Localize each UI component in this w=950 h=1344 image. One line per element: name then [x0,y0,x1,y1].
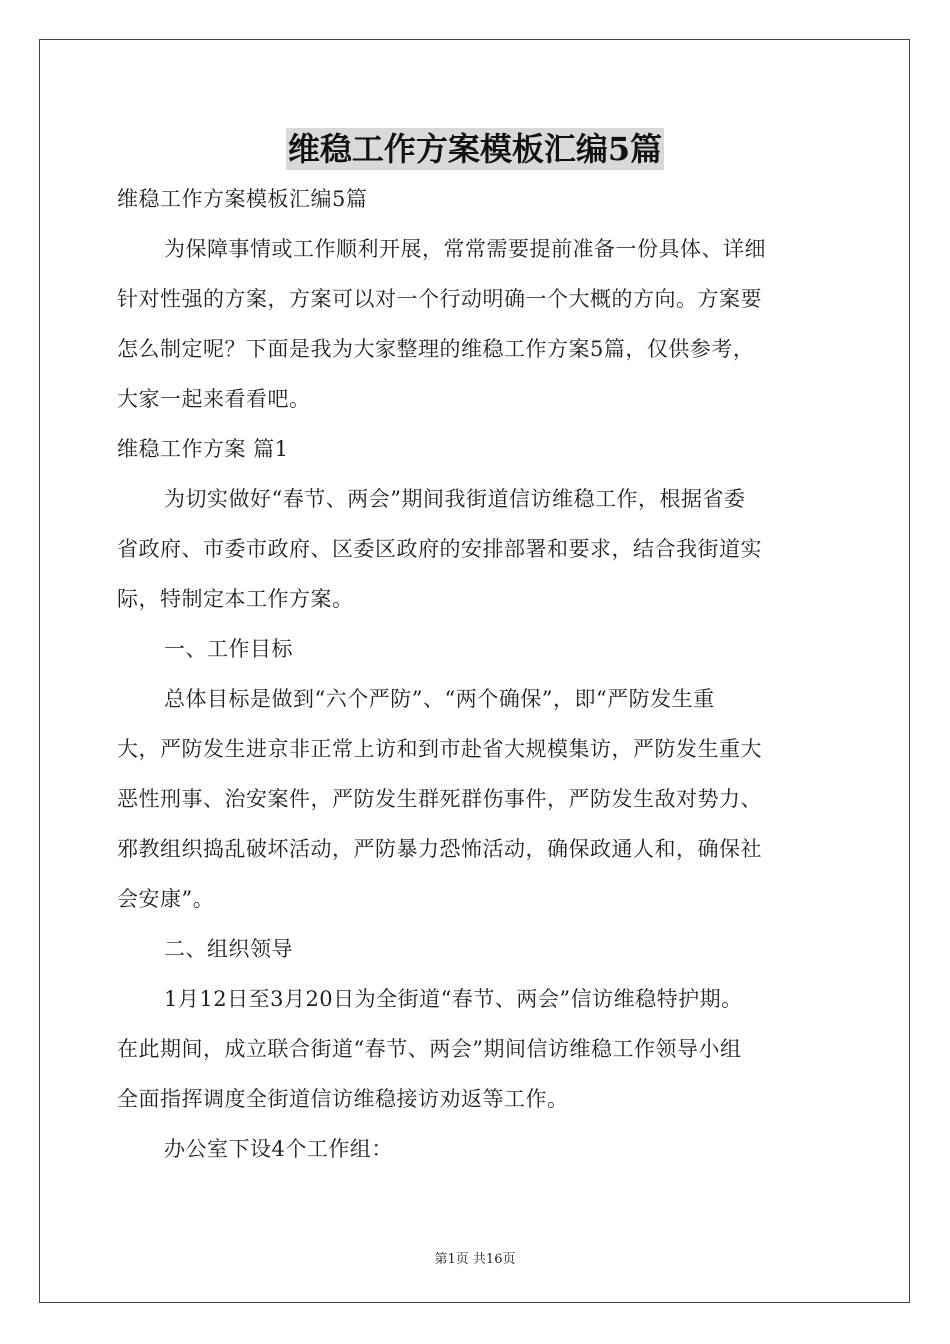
page-footer: 第1页 共16页 [434,1252,516,1267]
section-heading: 维稳工作方案 篇1 [117,437,289,461]
document-title: 维稳工作方案模板汇编5篇 [287,130,663,168]
subsection-heading: 一、工作目标 [164,637,293,661]
paragraph-line: 省政府、市委市政府、区委区政府的安排部署和要求，结合我街道实 [117,537,762,561]
paragraph-line: 为保障事情或工作顺利开展，常常需要提前准备一份具体、详细 [164,237,766,261]
subsection-heading: 二、组织领导 [164,937,293,961]
paragraph-line: 邪教组织捣乱破坏活动，严防暴力恐怖活动，确保政通人和，确保社 [117,837,762,861]
paragraph-line: 1月12日至3月20日为全街道“春节、两会”信访维稳特护期。 [164,987,743,1011]
paragraph-line: 大家一起来看看吧。 [117,387,311,411]
paragraph-line: 际，特制定本工作方案。 [117,587,354,611]
paragraph-line: 恶性刑事、治安案件，严防发生群死群伤事件，严防发生敌对势力、 [117,787,762,811]
subtitle-line: 维稳工作方案模板汇编5篇 [117,187,368,211]
paragraph-line: 针对性强的方案，方案可以对一个行动明确一个大概的方向。方案要 [117,287,762,311]
paragraph-line: 大，严防发生进京非正常上访和到市赴省大规模集访，严防发生重大 [117,737,762,761]
paragraph-line: 全面指挥调度全街道信访维稳接访劝返等工作。 [117,1087,569,1111]
paragraph-line: 怎么制定呢？下面是我为大家整理的维稳工作方案5篇，仅供参考， [117,337,755,361]
paragraph-line: 在此期间，成立联合街道“春节、两会”期间信访维稳工作领导小组 [117,1037,742,1061]
paragraph-line: 会安康”。 [117,887,215,911]
title-wrap [0,128,950,170]
paragraph-line: 办公室下设4个工作组： [164,1137,393,1161]
paragraph-line: 总体目标是做到“六个严防”、“两个确保”，即“严防发生重 [164,687,715,711]
paragraph-line: 为切实做好“春节、两会”期间我街道信访维稳工作，根据省委 [164,487,746,511]
